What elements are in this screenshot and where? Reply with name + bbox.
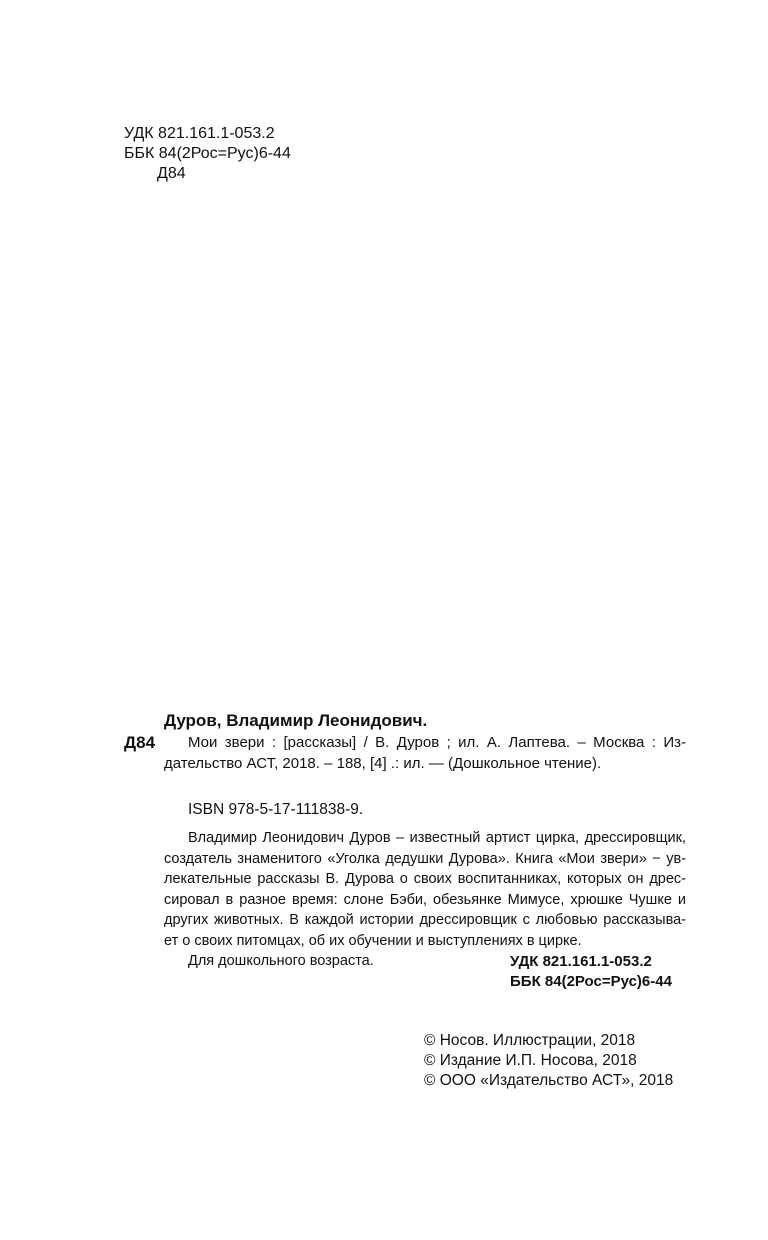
footer-codes	[510, 952, 672, 992]
description-line: сировал в разное время: слоне Бэби, обезьянке Мимусе, хрюшке Чушке и	[164, 891, 686, 908]
author-heading: Дуров, Владимир Леонидович.	[164, 711, 428, 730]
copyright-line: © ООО «Издательство АСТ», 2018	[424, 1072, 674, 1089]
record-author-mark: Д84	[124, 733, 156, 752]
footer-bbk: ББК 84(2Рос=Рус)6-44	[510, 973, 672, 990]
copyright-line: © Носов. Иллюстрации, 2018	[424, 1032, 636, 1049]
description-line: ет о своих питомцах, об их обучении и выступлениях в цирке.	[164, 932, 582, 949]
description-line: лекательные рассказы В. Дурова о своих воспитанниках, которых он дрес-	[164, 871, 686, 887]
header-bbk: ББК 84(2Рос=Рус)6-44	[124, 145, 291, 162]
title-annotation	[164, 733, 686, 774]
description	[164, 828, 686, 972]
copyright-block	[424, 1031, 673, 1091]
isbn: ISBN 978-5-17-111838-9.	[188, 801, 364, 818]
footer-udk: УДК 821.161.1-053.2	[510, 953, 652, 970]
title-line-2: дательство АСТ, 2018. – 188, [4] .: ил. — (Дошкольное чтение).	[164, 754, 602, 772]
header-author-mark: Д84	[157, 165, 186, 182]
title-line-1: Мои звери : [рассказы] / В. Дуров ; ил. А. Лаптева. – Москва : Из-	[188, 734, 686, 751]
header-udk: УДК 821.161.1-053.2	[124, 125, 275, 142]
description-line: других животных. В каждой истории дрессировщик с любовью рассказыва-	[164, 912, 686, 928]
description-line: создатель знаменитого «Уголка дедушки Дурова». Книга «Мои звери» − ув-	[164, 850, 686, 867]
copyright-line: © Издание И.П. Носова, 2018	[424, 1052, 637, 1069]
age-rating: Для дошкольного возраста.	[188, 953, 374, 969]
description-line: Владимир Леонидович Дуров – известный артист цирка, дрессировщик,	[188, 830, 686, 846]
